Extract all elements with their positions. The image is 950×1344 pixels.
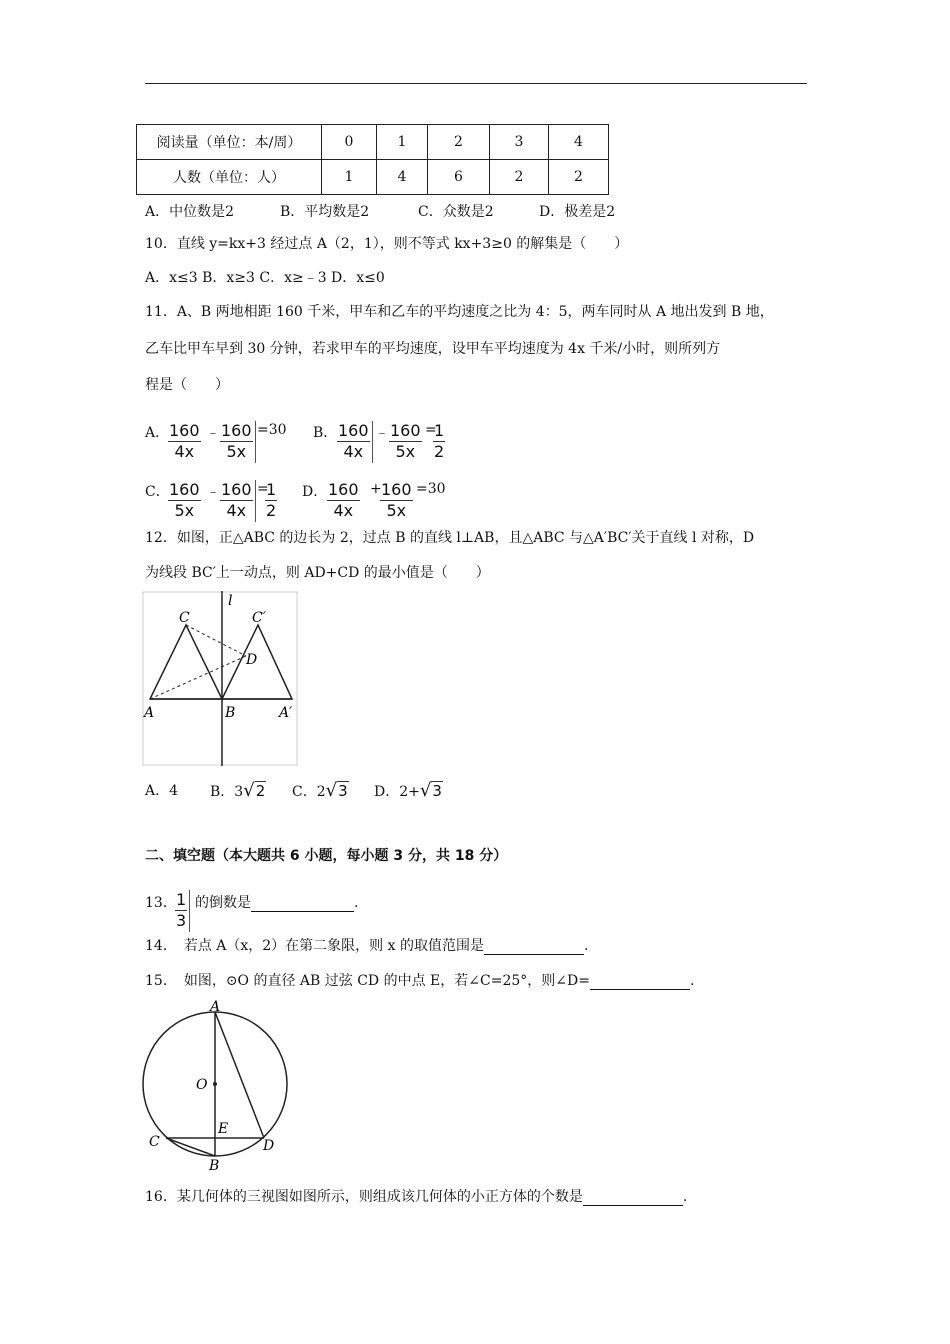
q15-figure [138,998,298,1176]
q11-optC-label: C． [145,484,170,500]
operator: ﹣ [206,484,220,500]
fraction [220,480,253,521]
q11-optA-label: A． [145,425,170,441]
fraction [389,421,422,462]
denominator: 4x [333,501,354,520]
operator: ﹣ [206,425,220,441]
q12-line1: 12．如图，正△ABC 的边长为 2，过点 B 的直线 l⊥AB，且△ABC 与△A′BC′关于直线 l 对称，D [145,530,755,546]
label-A: A [210,999,221,1015]
equals: = [425,422,437,438]
q16 [145,1186,687,1206]
q15-stem: 15． 如图，⊙O 的直径 AB 过弦 CD 的中点 E，若∠C=25°，则∠D= [145,973,590,989]
period: . [689,973,695,989]
answer-blank[interactable] [251,897,354,912]
fraction [168,421,201,462]
denominator: 4x [343,442,364,461]
numerator: 1 [434,421,445,440]
label-Cprime: C′ [252,610,266,626]
q12-figure [142,591,298,766]
q9-option-b: B．平均数是2 [280,204,370,220]
q11-optD-label: D． [302,484,328,500]
q12-option-c: C．2√3 [292,780,348,801]
table-cell: 人数（单位：人） [137,160,322,195]
period: . [682,1189,688,1205]
reading-table [136,124,609,195]
numerator: 160 [390,421,421,440]
answer-blank[interactable] [590,975,690,990]
fraction [220,421,253,462]
denominator: 4x [226,501,247,520]
label-B: B [209,1158,220,1174]
rhs: =30 [257,422,287,438]
table-cell: 阅读量（单位：本/周） [137,125,322,160]
label-l: l [228,593,233,609]
fraction [168,480,201,521]
fraction [327,480,360,521]
operator: ﹣ [375,425,389,441]
q10-options: A．x≤3 B．x≥3 C．x≥﹣3 D．x≤0 [145,270,385,286]
rhs: =30 [416,481,446,497]
q13-text [195,892,358,912]
denominator: 2 [266,501,277,520]
numerator: 160 [338,421,369,440]
table-cell: 6 [428,160,490,195]
table-cell: 1 [377,125,428,160]
q12-line2: 为线段 BC′上一动点，则 AD+CD 的最小值是（ ） [145,565,490,581]
table-row [137,125,609,160]
denominator: 5x [395,442,416,461]
q9-option-d: D．极差是2 [539,204,616,220]
radicand: 3 [432,782,442,800]
label-E: E [218,1121,229,1137]
answer-blank[interactable] [583,1191,683,1206]
q11-line1: 11．A、B 两地相距 160 千米，甲车和乙车的平均速度之比为 4：5，两车同时从 A 地出发到 B 地， [145,304,774,320]
period: . [354,895,359,911]
label-B: B [225,705,236,721]
q16-stem: 16．某几何体的三视图如图所示，则组成该几何体的小正方体的个数是 [145,1189,583,1205]
period: . [583,938,589,954]
fraction [265,480,277,521]
fraction [433,421,445,462]
denominator: 5x [226,442,247,461]
q14-stem: 14． 若点 A（x，2）在第二象限，则 x 的取值范围是 [145,938,484,954]
table-cell: 4 [549,125,609,160]
answer-blank[interactable] [484,940,584,955]
numerator: 160 [169,421,200,440]
equals: = [257,481,269,497]
radicand: 3 [338,782,348,800]
denominator: 3 [176,911,187,930]
q9-option-c: C．众数是2 [418,204,494,220]
numerator: 1 [176,890,187,909]
label-Aprime: A′ [279,705,293,721]
denominator: 5x [386,501,407,520]
option-prefix: B．3 [210,784,244,800]
numerator: 160 [328,480,359,499]
fraction [175,890,187,931]
denominator: 2 [434,442,445,461]
q10-stem: 10．直线 y=kx+3 经过点 A（2，1），则不等式 kx+3≥0 的解集是（ ） [145,236,629,252]
section-title: 二、填空题（本大题共 6 小题，每小题 3 分，共 18 分） [145,848,508,864]
numerator: 1 [266,480,277,499]
q11-optB-label: B． [313,425,338,441]
label-C: C [149,1134,160,1150]
denominator: 5x [174,501,195,520]
table-cell: 4 [377,160,428,195]
label-A: A [144,705,155,721]
table-cell: 2 [490,160,549,195]
table-cell: 1 [322,160,377,195]
table-cell: 2 [549,160,609,195]
q11-line3: 程是（ ） [145,377,229,393]
q15 [145,970,694,990]
table-row [137,160,609,195]
numerator: 160 [221,421,252,440]
option-prefix: D．2+ [374,784,420,800]
option-prefix: C．2 [292,784,326,800]
header-rule [145,83,807,84]
label-D: D [263,1138,275,1154]
operator: + [370,481,382,497]
numerator: 160 [169,480,200,499]
q13-stem: 的倒数是 [195,895,251,911]
numerator: 160 [381,480,412,499]
table-cell: 2 [428,125,490,160]
fraction [337,421,370,462]
radicand: 2 [255,782,266,800]
q11-line2: 乙车比甲车早到 30 分钟，若求甲车的平均速度，设甲车平均速度为 4x 千米/小时，则所列方 [145,341,721,357]
q14 [145,935,588,955]
label-O: O [196,1077,208,1093]
table-cell: 0 [322,125,377,160]
q12-option-a: A．4 [145,783,179,799]
q13-prefix: 13． [145,895,177,911]
table-cell: 3 [490,125,549,160]
label-C: C [179,610,190,626]
numerator: 160 [221,480,252,499]
q12-option-b: B．3√2 [210,780,266,801]
denominator: 4x [174,442,195,461]
fraction [380,480,413,521]
label-D: D [246,652,258,668]
q12-option-d: D．2+√3 [374,780,442,801]
q9-option-a: A．中位数是2 [145,204,235,220]
